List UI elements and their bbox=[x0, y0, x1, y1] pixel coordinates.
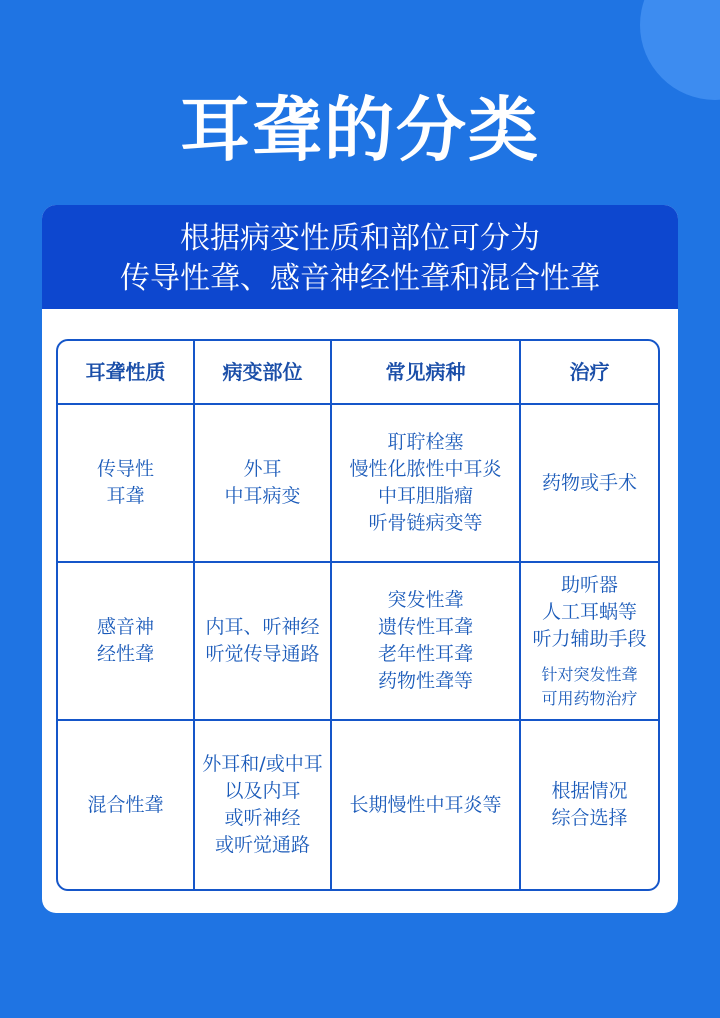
table-cell-type bbox=[58, 721, 195, 889]
banner-line-2: 传导性聋、感音神经性聋和混合性聋 bbox=[120, 261, 600, 296]
table-cell-site bbox=[195, 405, 332, 563]
cell-line: 中耳病变 bbox=[224, 485, 301, 507]
cell-line: 药物或手术 bbox=[541, 471, 637, 494]
intro-banner bbox=[42, 205, 678, 309]
cell-line: 传导性 bbox=[96, 458, 154, 480]
note-line: 针对突发性聋 bbox=[541, 664, 638, 684]
cell-line: 耳聋 bbox=[106, 485, 145, 507]
cell-line: 遗传性耳聋 bbox=[377, 616, 473, 638]
cell-line: 耵聍栓塞 bbox=[387, 431, 464, 453]
cell-line: 经性聋 bbox=[96, 643, 154, 665]
cell-line: 外耳和/或中耳 bbox=[202, 753, 323, 775]
banner-line-1: 根据病变性质和部位可分为 bbox=[180, 221, 540, 256]
table-cell-diseases bbox=[332, 405, 521, 563]
cell-line: 听骨链病变等 bbox=[368, 512, 483, 534]
table-cell-type bbox=[58, 563, 195, 721]
cell-line: 人工耳蜗等 bbox=[541, 600, 637, 623]
cell-line: 长期慢性中耳炎等 bbox=[349, 793, 502, 816]
cell-line: 综合选择 bbox=[551, 807, 628, 829]
cell-line: 混合性聋 bbox=[87, 793, 164, 816]
cell-line: 突发性聋 bbox=[387, 589, 464, 611]
table-cell-treatment bbox=[521, 405, 658, 563]
header-cell-type: 耳聋性质 bbox=[58, 341, 195, 405]
cell-line: 慢性化脓性中耳炎 bbox=[349, 458, 502, 480]
cell-line: 感音神 bbox=[96, 616, 154, 638]
page-title: 耳聋的分类 bbox=[180, 89, 540, 171]
classification-table bbox=[56, 339, 660, 891]
cell-line: 助听器 bbox=[560, 573, 618, 596]
cell-line: 听觉传导通路 bbox=[205, 643, 320, 665]
table-cell-treatment bbox=[521, 563, 658, 721]
cell-line: 外耳 bbox=[243, 458, 282, 480]
table-cell-treatment bbox=[521, 721, 658, 889]
header-cell-diseases: 常见病种 bbox=[332, 341, 521, 405]
treatment-note bbox=[541, 663, 637, 711]
cell-line: 或听觉通路 bbox=[214, 834, 310, 856]
content-card bbox=[42, 205, 678, 913]
cell-line: 药物性聋等 bbox=[377, 670, 473, 692]
header-cell-treatment: 治疗 bbox=[521, 341, 658, 405]
cell-line: 中耳胆脂瘤 bbox=[377, 485, 473, 507]
header-cell-site: 病变部位 bbox=[195, 341, 332, 405]
note-line: 可用药物治疗 bbox=[541, 688, 638, 708]
table-cell-site bbox=[195, 721, 332, 889]
cell-line: 以及内耳 bbox=[224, 780, 301, 802]
table-cell-diseases bbox=[332, 721, 521, 889]
cell-line: 内耳、听神经 bbox=[205, 616, 320, 638]
table-cell-diseases bbox=[332, 563, 521, 721]
cell-line: 根据情况 bbox=[551, 780, 628, 802]
cell-line: 听力辅助手段 bbox=[532, 627, 647, 650]
cell-line: 老年性耳聋 bbox=[377, 643, 473, 665]
cell-line: 或听神经 bbox=[224, 807, 301, 829]
table-cell-type bbox=[58, 405, 195, 563]
table-cell-site bbox=[195, 563, 332, 721]
